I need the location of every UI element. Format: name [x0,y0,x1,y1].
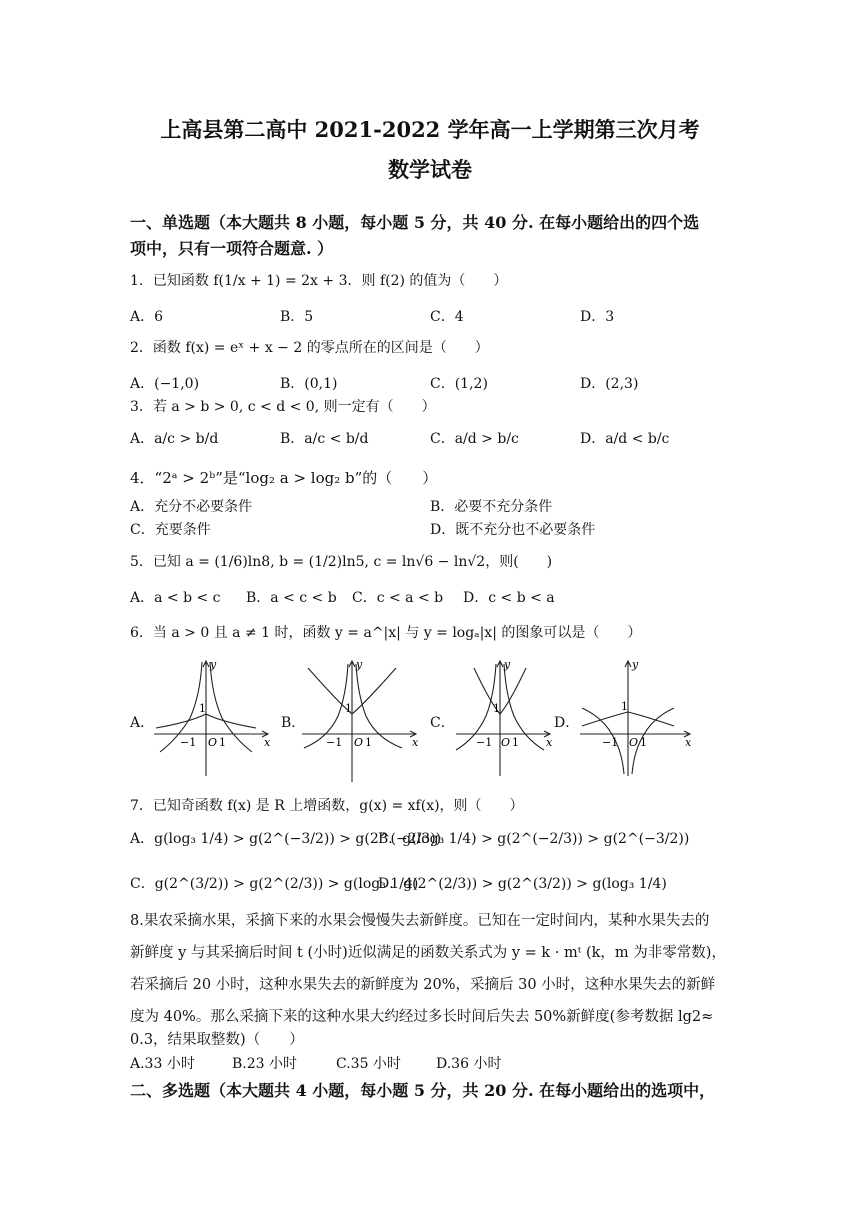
q3-option-a: A．a/c > b/d [130,431,219,447]
q6-graph-a [150,656,280,780]
q8-option-c: C.35 小时 [336,1056,401,1072]
q6-graph-b-tick-neg-one: −1 [326,736,343,749]
q6-graph-d [576,656,696,780]
q6-graph-d-y-axis: y [632,658,639,671]
q3-option-b: B．a/c < b/d [280,431,369,447]
q6-graph-c-tick-neg-one: −1 [476,736,493,749]
q5-option-a: A．a < b < c [130,590,221,606]
question-6-stem: 6．当 a > 0 且 a ≠ 1 时，函数 y = a^|x| 与 y = logₐ|x| 的图象可以是（ ） [130,625,642,641]
q4-option-b: B．必要不充分条件 [430,499,553,515]
question-8-line-3: 若采摘后 20 小时，这种水果失去的新鲜度为 20%，采摘后 30 小时，这种水果失去的新鲜 [130,977,716,993]
q6-graph-c-y-axis: y [504,658,511,671]
q3-option-c: C．a/d > b/c [430,431,519,447]
q6-graph-d-origin: O [629,736,639,749]
q6-graph-a-x-axis: x [264,736,271,749]
question-5-stem: 5．已知 a = (1/6)ln8, b = (1/2)ln5, c = ln√6 − ln√2，则( ) [130,554,553,570]
question-8-line-5: 0.3，结果取整数)（ ） [130,1032,304,1048]
q7-option-a: A．g(log₃ 1/4) > g(2^(−3/2)) > g(2^(−2/3)) [130,831,442,847]
q5-option-c: C．c < a < b [352,590,444,606]
q2-option-b: B．(0,1) [280,376,338,392]
q6-graph-c-tick-one: 1 [493,702,500,715]
q5-option-d: D．c < b < a [463,590,555,606]
q4-option-c: C．充要条件 [130,522,211,538]
question-8-line-4: 度为 40%。那么采摘下来的这种水果大约经过多长时间后失去 50%新鲜度(参考数据 lg2≈ [130,1009,714,1025]
q6-graph-d-tick-one: 1 [621,700,628,713]
q8-option-d: D.36 小时 [436,1056,502,1072]
q6-graph-b [298,656,428,786]
q1-option-b: B．5 [280,309,314,325]
q1-option-a: A．6 [130,309,164,325]
q6-graph-label-c: C． [430,715,455,731]
q1-option-c: C．4 [430,309,464,325]
q6-graph-b-tick-one-x: 1 [365,736,372,749]
q6-graph-label-b: B． [281,715,306,731]
q6-graph-label-a: A． [130,715,155,731]
q6-graph-b-x-axis: x [412,736,419,749]
section-two-heading: 二、多选题（本大题共 4 小题，每小题 5 分，共 20 分. 在每小题给出的选项中， [130,1081,716,1100]
question-3-stem: 3．若 a > b > 0, c < d < 0, 则一定有（ ） [130,399,436,415]
q4-option-d: D．既不充分也不必要条件 [430,522,596,538]
exam-title: 上高县第二高中 2021-2022 学年高一上学期第三次月考 [160,117,700,142]
q8-option-a: A.33 小时 [130,1056,195,1072]
question-1-stem: 1．已知函数 f(1/x + 1) = 2x + 3．则 f(2) 的值为（ ） [130,273,508,289]
question-7-stem: 7．已知奇函数 f(x) 是 R 上增函数，g(x) = xf(x)，则（ ） [130,798,524,814]
section-one-heading-cont: 项中，只有一项符合题意. ） [130,239,334,258]
q6-graph-a-tick-neg-one: −1 [180,736,197,749]
q2-option-a: A．(−1,0) [130,376,200,392]
q6-graph-b-origin: O [354,736,364,749]
q6-graph-b-tick-one: 1 [345,702,352,715]
question-4-stem: 4．“2ᵃ > 2ᵇ”是“log₂ a > log₂ b”的（ ） [130,469,438,487]
q6-graph-b-y-axis: y [356,658,363,671]
exam-subtitle: 数学试卷 [388,157,472,182]
question-8-line-2: 新鲜度 y 与其采摘后时间 t (小时)近似满足的函数关系式为 y = k · mᵗ (k，m 为非零常数)， [130,945,726,961]
q6-graph-c-tick-one-x: 1 [512,736,519,749]
question-8-line-1: 8.果农采摘水果，采摘下来的水果会慢慢失去新鲜度。已知在一定时间内，某种水果失去的 [130,913,710,929]
q2-option-c: C．(1,2) [430,376,488,392]
q6-graph-d-tick-one-x: 1 [640,736,647,749]
q7-option-d: D．g(2^(2/3)) > g(2^(3/2)) > g(log₃ 1/4) [378,876,667,892]
question-2-stem: 2．函数 f(x) = eˣ + x − 2 的零点所在的区间是（ ） [130,340,489,356]
q3-option-d: D．a/d < b/c [580,431,670,447]
q4-option-a: A．充分不必要条件 [130,499,253,515]
q7-option-c: C．g(2^(3/2)) > g(2^(2/3)) > g(log₃ 1/4) [130,876,419,892]
q6-graph-label-d: D． [554,715,580,731]
q6-graph-a-tick-one: 1 [199,702,206,715]
q6-graph-c-x-axis: x [546,736,553,749]
q6-graph-a-origin: O [208,736,218,749]
section-one-heading: 一、单选题（本大题共 8 小题，每小题 5 分，共 40 分. 在每小题给出的四个选 [130,213,700,232]
q6-graph-d-x-axis: x [685,736,692,749]
q2-option-d: D．(2,3) [580,376,639,392]
q6-graph-c-origin: O [501,736,511,749]
q6-graph-c [452,656,557,780]
q6-graph-d-tick-neg-one: −1 [602,736,619,749]
q6-graph-a-tick-one-x: 1 [219,736,226,749]
q1-option-d: D．3 [580,309,615,325]
q8-option-b: B.23 小时 [232,1056,298,1072]
q5-option-b: B．a < c < b [246,590,337,606]
q6-graph-a-y-axis: y [210,658,217,671]
q7-option-b: B．g(log₃ 1/4) > g(2^(−2/3)) > g(2^(−3/2)) [378,831,690,847]
